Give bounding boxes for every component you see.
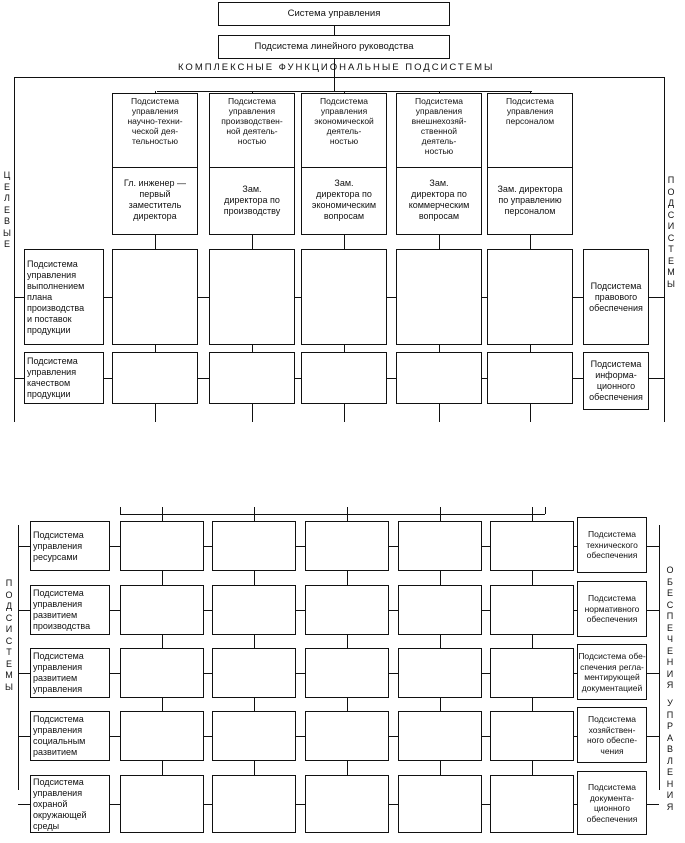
functional-column-1-head: Гл. инженер — первый заместитель директора (123, 178, 187, 221)
right-bottom-label-1: О Б Е С П Е Ч Е Н И Я (666, 565, 674, 690)
bottom-cell-3-2 (212, 648, 296, 698)
row-connector (18, 736, 30, 737)
bottom-end-tick (120, 507, 121, 514)
column-stem (439, 235, 440, 249)
bottom-column-tick (347, 507, 348, 521)
left-top-label: Ц Е Л Е В Ы Е (3, 170, 11, 249)
column-link (532, 571, 533, 585)
target-row-1-label: Подсистема управления выполнением плана производства и поставок продукции (27, 258, 85, 335)
column-link (254, 571, 255, 585)
bottom-support-1-label: Подсистема технического обеспечения (586, 529, 638, 561)
column-link (532, 635, 533, 648)
column-link (532, 698, 533, 711)
system-label: Система управления (287, 8, 381, 19)
top-cell-1-1 (112, 249, 198, 345)
top-cell-1-4 (396, 249, 482, 345)
bottom-cell-2-4 (398, 585, 482, 635)
top-cell-2-4 (396, 352, 482, 404)
right-top-label: П О Д С И С Т Е М Ы (667, 175, 675, 289)
column-link (439, 345, 440, 352)
column-link (440, 698, 441, 711)
bottom-cell-3-4 (398, 648, 482, 698)
row-connector (18, 673, 30, 674)
functional-column-3-head: Зам. директора по экономическим вопросам (311, 178, 377, 221)
bottom-cell-5-2 (212, 775, 296, 833)
column-divider (112, 167, 198, 168)
top-cell-2-2 (209, 352, 295, 404)
bottom-cell-1-5 (490, 521, 574, 571)
column-link (254, 698, 255, 711)
column-stem (530, 235, 531, 249)
column-link (162, 635, 163, 648)
top-cell-2-5 (487, 352, 573, 404)
column-link (347, 635, 348, 648)
bottom-target-2-label: Подсистема управления развитием производства (33, 588, 91, 631)
bottom-cell-4-3 (305, 711, 389, 761)
column-link (347, 761, 348, 775)
bottom-cell-1-1 (120, 521, 204, 571)
bottom-support-3-label: Подсистема обе- спечения регла- ментирующей документацией (578, 651, 646, 693)
bottom-cell-2-5 (490, 585, 574, 635)
support-legal-label: Подсистема правового обеспечения (589, 280, 643, 313)
bottom-cell-3-1 (120, 648, 204, 698)
column-link (344, 404, 345, 422)
functional-column-4-head: Зам. директора по коммерческим вопросам (408, 178, 470, 221)
bottom-cell-5-1 (120, 775, 204, 833)
row-connector (647, 610, 659, 611)
functional-column-5-head: Зам. директора по управлению персоналом (497, 183, 563, 216)
row-connector (647, 804, 659, 805)
row-connector (14, 297, 24, 298)
bottom-cell-4-5 (490, 711, 574, 761)
bottom-cell-2-3 (305, 585, 389, 635)
bottom-target-5-label: Подсистема управления охраной окружающей среды (33, 776, 87, 831)
row-connector (18, 610, 30, 611)
column-link (440, 635, 441, 648)
row-connector (14, 378, 24, 379)
top-cell-1-3 (301, 249, 387, 345)
functional-column-2-head: Зам. директора по производству (223, 183, 281, 216)
row-connector (649, 378, 664, 379)
bottom-target-1-label: Подсистема управления ресурсами (33, 529, 84, 562)
bottom-column-tick (254, 507, 255, 521)
bottom-cell-4-1 (120, 711, 204, 761)
bottom-cell-5-5 (490, 775, 574, 833)
column-link (530, 345, 531, 352)
bottom-cell-4-4 (398, 711, 482, 761)
top-cell-1-2 (209, 249, 295, 345)
column-link (252, 345, 253, 352)
functional-column-5-name: Подсистема управления персоналом (505, 96, 555, 126)
bottom-support-4-label: Подсистема хозяйствен- ного обеспе- чения (586, 714, 638, 756)
bottom-cell-2-2 (212, 585, 296, 635)
bottom-cell-4-2 (212, 711, 296, 761)
column-link (254, 761, 255, 775)
column-link (347, 571, 348, 585)
bottom-column-tick (162, 507, 163, 521)
row-connector (18, 804, 30, 805)
row-connector (649, 297, 664, 298)
bottom-support-5-label: Подсистема документа- ционного обеспечения (586, 782, 638, 824)
bottom-column-tick (532, 507, 533, 521)
column-link (155, 345, 156, 352)
column-link (440, 571, 441, 585)
column-link (162, 698, 163, 711)
column-link (155, 404, 156, 422)
target-row-2-label: Подсистема управления качеством продукции (27, 356, 78, 399)
functional-column-1-name: Подсистема управления научно-техни- ческой дея- тельностью (127, 96, 183, 146)
bottom-support-2-label: Подсистема нормативного обеспечения (584, 593, 640, 625)
column-stem (252, 235, 253, 249)
top-cell-2-3 (301, 352, 387, 404)
row-connector (18, 546, 30, 547)
functional-column-4-name: Подсистема управления внешнехозяй- ственной деятель- ностью (411, 96, 467, 156)
functional-subsystems-banner: КОМПЛЕКСНЫЕ ФУНКЦИОНАЛЬНЫЕ ПОДСИСТЕМЫ (178, 62, 495, 73)
column-divider (209, 167, 295, 168)
row-connector (647, 546, 659, 547)
left-bottom-label: П О Д С И С Т Е М Ы (5, 578, 13, 692)
column-link (162, 761, 163, 775)
bottom-cell-1-3 (305, 521, 389, 571)
bottom-target-4-label: Подсистема управления социальным развитием (33, 714, 86, 757)
column-link (347, 698, 348, 711)
support-info-label: Подсистема информа- ционного обеспечения (589, 359, 643, 402)
column-link (344, 345, 345, 352)
bottom-cell-5-3 (305, 775, 389, 833)
column-divider (396, 167, 482, 168)
bottom-cell-5-4 (398, 775, 482, 833)
column-link (532, 761, 533, 775)
bottom-cell-1-2 (212, 521, 296, 571)
bottom-target-3-label: Подсистема управления развитием управления (33, 651, 84, 694)
row-connector (647, 736, 659, 737)
functional-column-2-name: Подсистема управления производствен- ной деятель- ностью (221, 96, 283, 146)
functional-column-3-name: Подсистема управления экономической деятель- ностью (314, 96, 374, 146)
column-link (440, 761, 441, 775)
column-link (254, 635, 255, 648)
bottom-cell-3-3 (305, 648, 389, 698)
bottom-column-tick (440, 507, 441, 521)
row-connector (647, 673, 659, 674)
bottom-cell-1-4 (398, 521, 482, 571)
column-link (252, 404, 253, 422)
column-stem (344, 235, 345, 249)
column-link (439, 404, 440, 422)
column-link (530, 404, 531, 422)
right-bottom-label-2: У П Р А В Л Е Н И Я (666, 698, 674, 812)
column-divider (487, 167, 573, 168)
bottom-end-tick (545, 507, 546, 514)
bottom-cell-2-1 (120, 585, 204, 635)
column-divider (301, 167, 387, 168)
linear-subsystem-label: Подсистема линейного руководства (254, 41, 414, 52)
top-cell-2-1 (112, 352, 198, 404)
bottom-cell-3-5 (490, 648, 574, 698)
column-stem (155, 235, 156, 249)
column-link (162, 571, 163, 585)
top-cell-1-5 (487, 249, 573, 345)
